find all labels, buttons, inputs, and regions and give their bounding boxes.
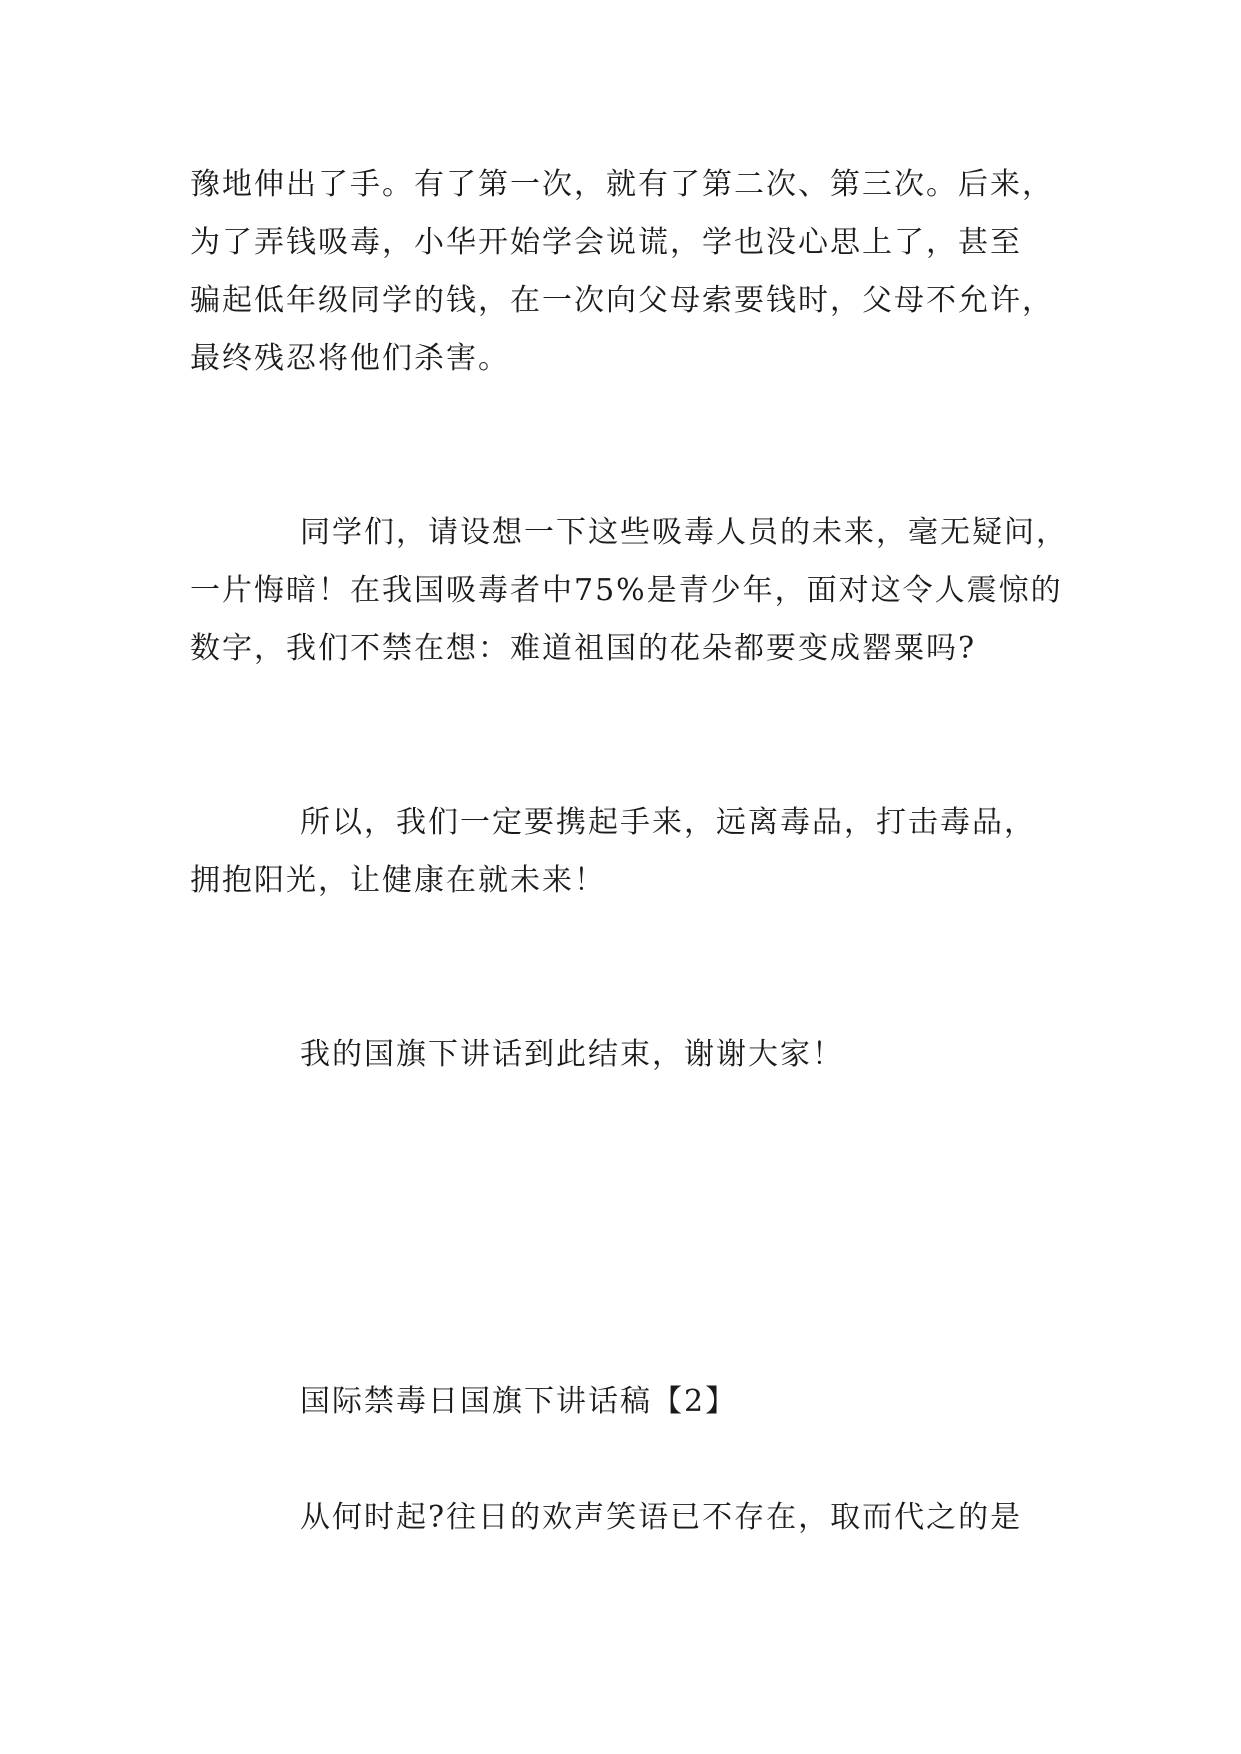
paragraph-line: 最终残忍将他们杀害。 bbox=[190, 341, 510, 376]
paragraph-line: 拥抱阳光，让健康在就未来！ bbox=[190, 863, 606, 898]
paragraph-line: 从何时起?往日的欢声笑语已不存在，取而代之的是 bbox=[300, 1500, 1023, 1535]
paragraph-line: 为了弄钱吸毒，小华开始学会说谎，学也没心思上了，甚至 bbox=[190, 225, 1022, 260]
paragraph-line: 数字，我们不禁在想：难道祖国的花朵都要变成罂粟吗? bbox=[190, 631, 977, 666]
paragraph-line: 一片悔暗！在我国吸毒者中75%是青少年，面对这令人震惊的 bbox=[190, 573, 1063, 608]
paragraph-line: 所以，我们一定要携起手来，远离毒品，打击毒品， bbox=[300, 805, 1036, 840]
paragraph-line: 骗起低年级同学的钱，在一次向父母索要钱时，父母不允许， bbox=[190, 283, 1054, 318]
section-title: 国际禁毒日国旗下讲话稿【2】 bbox=[300, 1384, 738, 1419]
paragraph-line: 同学们，请设想一下这些吸毒人员的未来，毫无疑问， bbox=[300, 515, 1068, 550]
paragraph-line: 豫地伸出了手。有了第一次，就有了第二次、第三次。后来， bbox=[190, 167, 1054, 202]
paragraph-line: 我的国旗下讲话到此结束，谢谢大家！ bbox=[300, 1037, 844, 1072]
